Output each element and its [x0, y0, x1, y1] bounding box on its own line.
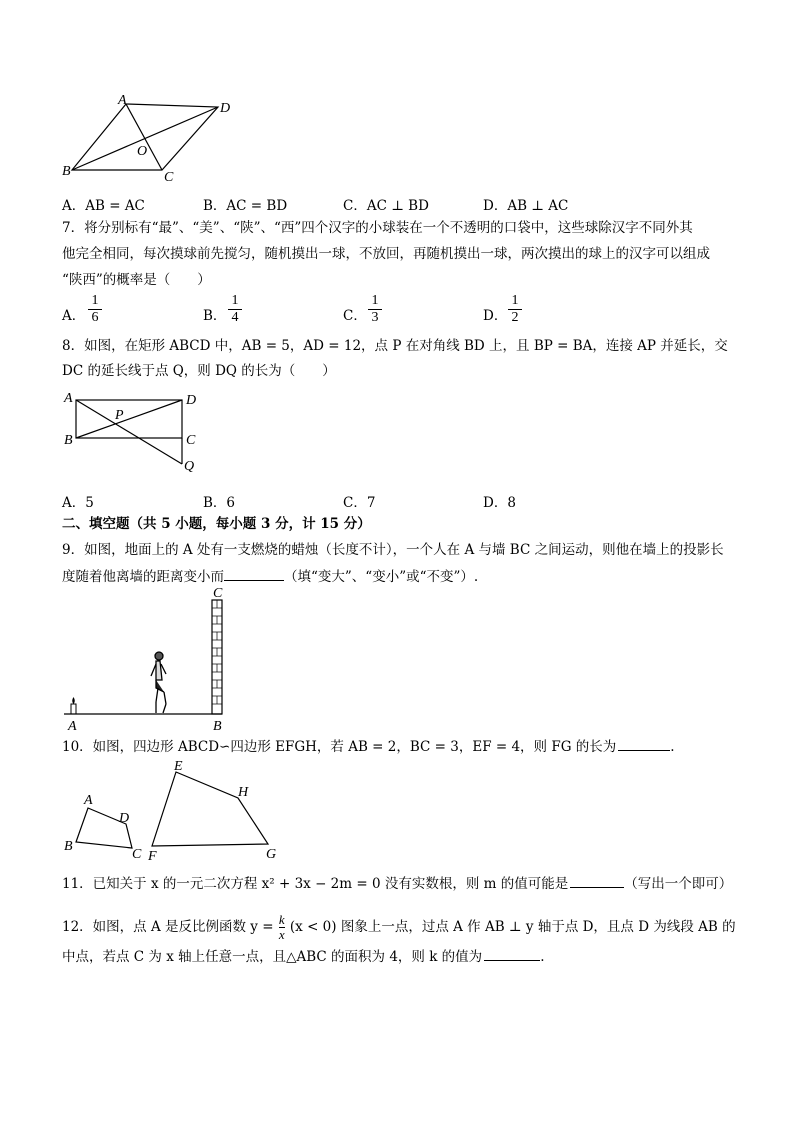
q7-line-3: “陕西”的概率是（ ） — [62, 272, 211, 288]
q10-label-E: E — [174, 759, 183, 774]
q7-option-a-fraction: $\frac{1}{6}$ — [88, 293, 102, 326]
q9-label-B: B — [213, 719, 222, 734]
q6-option-c[interactable]: C．AC ⊥ BD — [343, 198, 429, 214]
q9-label-C: C — [213, 586, 223, 601]
q12-answer-blank[interactable] — [484, 946, 540, 961]
q6-label-A: A — [118, 93, 127, 108]
q11-hint: （写出一个即可） — [624, 876, 733, 892]
section-2-title: 二、填空题（共 5 小题，每小题 3 分，计 15 分） — [62, 516, 371, 532]
q10-label-C: C — [132, 847, 142, 862]
q11-text: 11．已知关于 x 的一元二次方程 x² + 3x − 2m = 0 没有实数根，则 m 的值可能是 — [62, 876, 569, 892]
q10-label-D: D — [119, 811, 130, 826]
q12-line-1 — [62, 913, 736, 942]
q8-label-Q: Q — [184, 459, 195, 474]
q8-label-P: P — [115, 408, 124, 423]
q12-period: . — [540, 949, 545, 965]
q7-option-d-letter: D． — [483, 308, 508, 324]
q6-option-d[interactable]: D．AB ⊥ AC — [483, 198, 569, 214]
q9-line-2-hint: （填“变大”、“变小”或“不变”）. — [284, 569, 479, 585]
q7-line-1: 7．将分别标有“最”、“美”、“陕”、“西”四个汉字的小球装在一个不透明的口袋中，这些球除汉字不同外其 — [62, 220, 693, 236]
q8-line-2: DC 的延长线于点 Q，则 DQ 的长为（ ） — [62, 363, 336, 379]
q8-option-d[interactable]: D．8 — [483, 495, 516, 511]
q6-label-B: B — [62, 164, 71, 179]
q8-label-C: C — [186, 433, 196, 448]
q6-parallelogram-figure — [60, 90, 240, 190]
q7-option-d-fraction: $\frac{1}{2}$ — [508, 293, 522, 326]
q9-wall-figure — [60, 584, 260, 734]
q10-label-A: A — [84, 793, 93, 808]
q8-label-D: D — [186, 393, 197, 408]
q10-label-G: G — [266, 847, 277, 862]
q10-text: 10．如图，四边形 ABCD∽四边形 EFGH，若 AB = 2，BC = 3，EF = 4，则 FG 的长为 — [62, 739, 617, 755]
q12-line-2 — [62, 946, 544, 967]
q10-answer-blank[interactable] — [618, 736, 670, 751]
q7-option-b-letter: B． — [203, 308, 227, 324]
q9-label-A: A — [68, 719, 77, 734]
q8-option-c[interactable]: C．7 — [343, 495, 376, 511]
q12-fraction: $\frac{k}{x}$ — [278, 912, 285, 942]
q10-line — [62, 736, 675, 757]
q7-option-c-letter: C． — [343, 308, 367, 324]
q6-option-b[interactable]: B．AC = BD — [203, 198, 288, 214]
q7-option-b-fraction: $\frac{1}{4}$ — [228, 293, 242, 326]
person-icon — [151, 652, 166, 713]
q6-label-C: C — [164, 170, 174, 185]
q10-quadrilaterals-figure — [60, 756, 290, 866]
q12-text-2: (x < 0) 图象上一点，过点 A 作 AB ⊥ y 轴于点 D，且点 D 为线段 AB 的 — [289, 919, 736, 935]
q6-label-O: O — [137, 144, 148, 159]
q6-option-a[interactable]: A．AB = AC — [62, 198, 145, 214]
q8-option-b[interactable]: B．6 — [203, 495, 236, 511]
q8-option-a[interactable]: A．5 — [62, 495, 94, 511]
candle-icon — [71, 697, 76, 714]
q9-line-1: 9．如图，地面上的 A 处有一支燃烧的蜡烛（长度不计），一个人在 A 与墙 BC 之间运动，则他在墙上的投影长 — [62, 542, 724, 558]
q8-line-1: 8．如图，在矩形 ABCD 中，AB = 5，AD = 12，点 P 在对角线 BD 上，且 BP = BA，连接 AP 并延长，交 — [62, 338, 728, 354]
q10-label-H: H — [238, 785, 249, 800]
q11-answer-blank[interactable] — [570, 873, 624, 888]
q6-label-D: D — [220, 101, 231, 116]
q10-label-F: F — [148, 849, 157, 864]
q11-line — [62, 873, 732, 894]
q8-rectangle-figure — [60, 388, 210, 478]
q9-answer-blank[interactable] — [224, 566, 284, 581]
q10-period: . — [670, 739, 675, 755]
q9-line-2-text: 度随着他离墙的距离变小而 — [62, 569, 224, 585]
q10-label-B: B — [64, 839, 73, 854]
q7-option-a-letter: A． — [62, 308, 86, 324]
q12-text-1: 12．如图，点 A 是反比例函数 y = — [62, 919, 274, 935]
q8-label-A: A — [64, 391, 73, 406]
q7-option-c-fraction: $\frac{1}{3}$ — [368, 293, 382, 326]
q12-text-3: 中点，若点 C 为 x 轴上任意一点，且△ABC 的面积为 4，则 k 的值为 — [62, 949, 483, 965]
q7-line-2: 他完全相同，每次摸球前先搅匀，随机摸出一球，不放回，再随机摸出一球，两次摸出的球上的汉字可以组成 — [62, 246, 710, 262]
q8-label-B: B — [64, 433, 73, 448]
